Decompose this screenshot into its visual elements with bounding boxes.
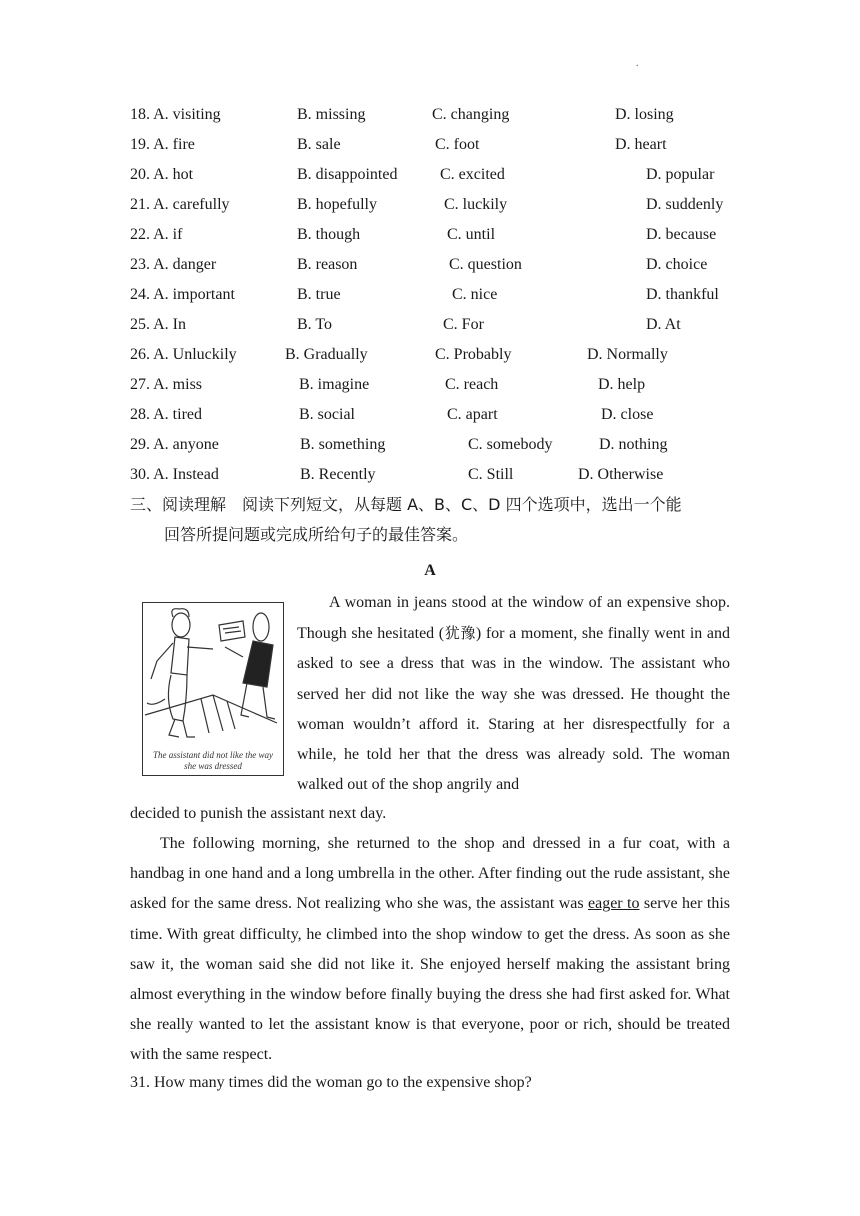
question-31: 31. How many times did the woman go to the expensive shop?	[130, 1074, 532, 1091]
option-d: D. heart	[615, 136, 667, 153]
option-row	[0, 223, 860, 247]
option-number-a: 18. A. visiting	[130, 106, 221, 123]
option-d: D. Otherwise	[578, 466, 664, 483]
option-number-a: 20. A. hot	[130, 166, 194, 183]
option-number-a: 27. A. miss	[130, 376, 203, 393]
option-number-a: 25. A. In	[130, 316, 186, 333]
option-d: D. popular	[646, 166, 715, 183]
option-c: C. question	[449, 256, 522, 273]
option-row	[0, 463, 860, 487]
option-d: D. suddenly	[646, 196, 724, 213]
option-b: B. true	[297, 286, 341, 303]
option-d: D. nothing	[599, 436, 668, 453]
option-b: B. social	[299, 406, 355, 423]
paragraph-1-text-a: A woman in jeans stood at the window of an expensive shop. Though she hesitated (	[297, 594, 730, 643]
option-b: B. imagine	[299, 376, 370, 393]
cartoon-illustration	[142, 602, 284, 776]
option-c: C. reach	[445, 376, 499, 393]
option-d: D. losing	[615, 106, 674, 123]
option-c: C. Probably	[435, 346, 512, 363]
option-number-a: 22. A. if	[130, 226, 183, 243]
option-b: B. sale	[297, 136, 341, 153]
paragraph-1	[297, 588, 730, 800]
paragraph-1-chinese-gloss: 犹豫	[444, 624, 476, 643]
cartoon-drawing	[143, 603, 282, 753]
option-number-a: 26. A. Unluckily	[130, 346, 237, 363]
section-line-1: 三、阅读理解 阅读下列短文，从每题 A、B、C、D 四个选项中，选出一个能	[130, 495, 682, 514]
paragraph-1-text-b: ) for a moment, she finally went in and asked to see a dress that was in the window. The assistant who served her did not like the way she was dressed. He thought the woman wouldn’t afford it. Staring at her disrespectfully for a while, he told her that the dress was already sold. The woman walked out of the shop angrily and	[297, 625, 730, 794]
passage-letter: A	[424, 562, 436, 579]
option-c: C. Still	[468, 466, 514, 483]
paragraph-2-text-b: serve her this time. With great difficulty, he climbed into the shop window to get the dress. As soon as she saw it, the woman said she did not like it. She enjoyed herself making the assistant bring almost everything in the window before finally buying the dress she had first asked for. What she really wanted to let the assistant know is that everyone, poor or rich, should be treated with the same respect.	[130, 895, 730, 1064]
option-d: D. Normally	[587, 346, 668, 363]
option-row	[0, 103, 860, 127]
option-d: D. choice	[646, 256, 708, 273]
paragraph-2-text-a: The following morning, she returned to the shop and dressed in a fur coat, with a handbag in one hand and a long umbrella in the other. After finding out the rude assistant, she asked for the same dress. Not realizing who she was, the assistant was	[130, 835, 730, 913]
option-d: D. because	[646, 226, 717, 243]
section-line-2: 回答所提问题或完成所给句子的最佳答案。	[164, 525, 469, 544]
option-b: B. something	[300, 436, 386, 453]
option-row	[0, 343, 860, 367]
header-dot: .	[636, 58, 639, 69]
option-number-a: 24. A. important	[130, 286, 235, 303]
option-number-a: 21. A. carefully	[130, 196, 230, 213]
paragraph-2	[130, 829, 730, 1071]
option-d: D. close	[601, 406, 654, 423]
option-number-a: 28. A. tired	[130, 406, 202, 423]
option-number-a: 19. A. fire	[130, 136, 195, 153]
option-row	[0, 253, 860, 277]
option-c: C. foot	[435, 136, 480, 153]
option-number-a: 23. A. danger	[130, 256, 217, 273]
option-row	[0, 193, 860, 217]
option-number-a: 30. A. Instead	[130, 466, 219, 483]
option-c: C. nice	[452, 286, 498, 303]
option-d: D. At	[646, 316, 681, 333]
option-c: C. apart	[447, 406, 498, 423]
option-c: C. changing	[432, 106, 510, 123]
option-b: B. missing	[297, 106, 366, 123]
option-c: C. somebody	[468, 436, 553, 453]
option-row	[0, 403, 860, 427]
option-b: B. To	[297, 316, 333, 333]
option-c: C. For	[443, 316, 484, 333]
option-b: B. Recently	[300, 466, 376, 483]
option-b: B. Gradually	[285, 346, 368, 363]
option-row	[0, 163, 860, 187]
option-row	[0, 373, 860, 397]
option-number-a: 29. A. anyone	[130, 436, 219, 453]
paragraph-1-end: decided to punish the assistant next day.	[130, 805, 387, 822]
option-b: B. reason	[297, 256, 358, 273]
option-d: D. thankful	[646, 286, 719, 303]
option-row	[0, 313, 860, 337]
option-b: B. disappointed	[297, 166, 398, 183]
section-instructions	[130, 490, 730, 550]
option-b: B. though	[297, 226, 361, 243]
option-c: C. until	[447, 226, 496, 243]
option-c: C. luckily	[444, 196, 508, 213]
underlined-phrase: eager to	[588, 895, 640, 913]
option-row	[0, 283, 860, 307]
cartoon-caption: The assistant did not like the way she was dressed	[153, 750, 273, 771]
option-d: D. help	[598, 376, 646, 393]
option-b: B. hopefully	[297, 196, 377, 213]
option-c: C. excited	[440, 166, 505, 183]
option-row	[0, 133, 860, 157]
option-row	[0, 433, 860, 457]
